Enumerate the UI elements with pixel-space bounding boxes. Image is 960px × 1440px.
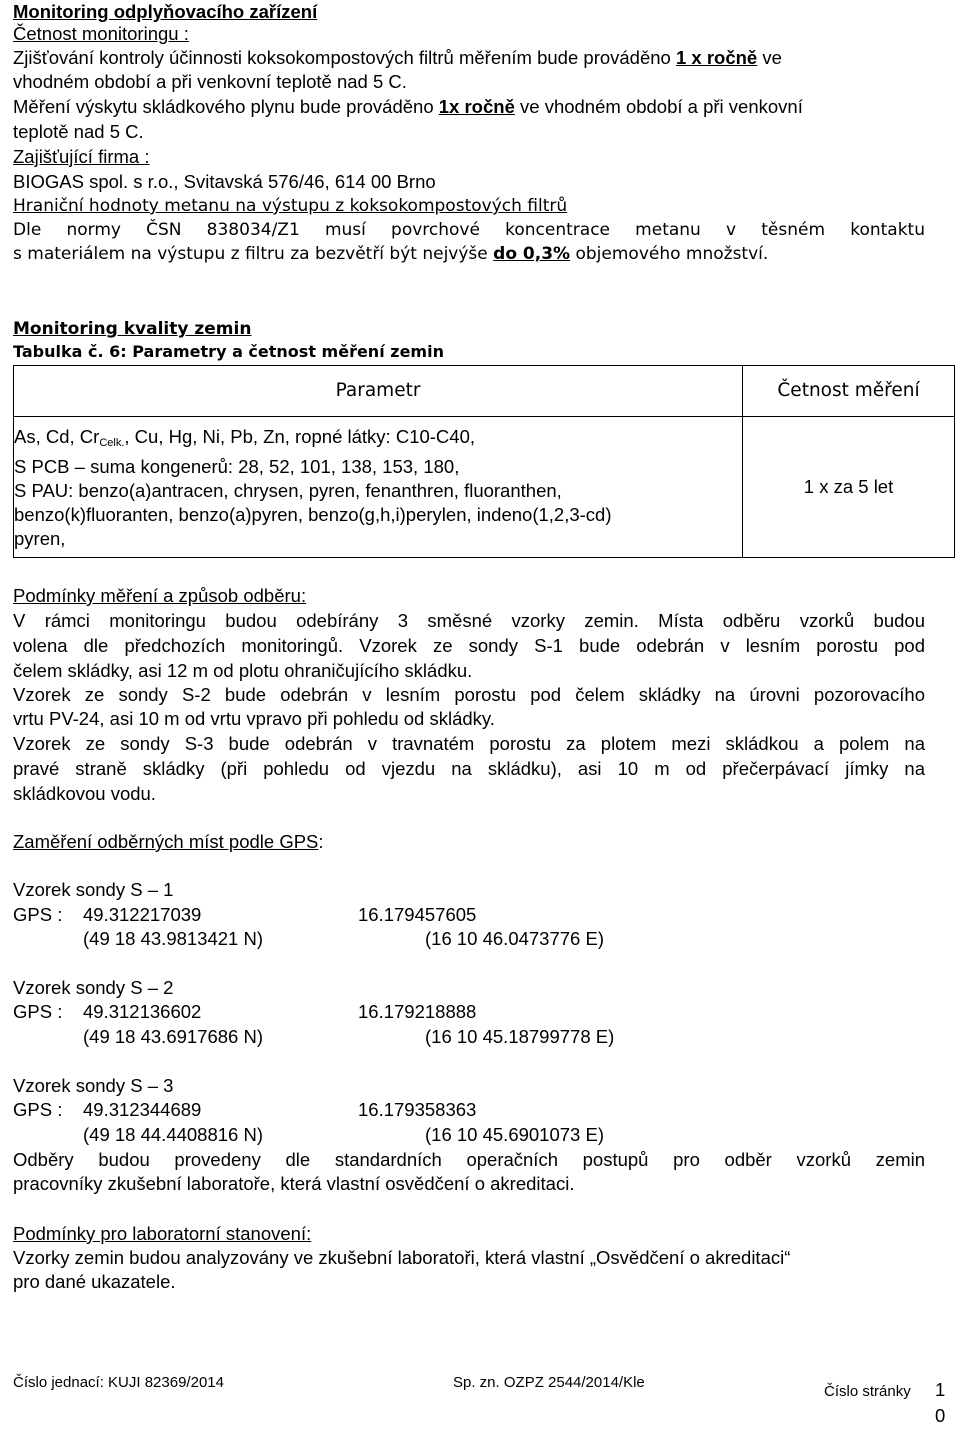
gps-label: GPS : — [13, 1099, 63, 1120]
parameter-line: S PCB – suma kongenerů: 28, 52, 101, 138, 153, 180, — [14, 456, 460, 477]
table-caption: Tabulka č. 6: Parametry a četnost měření zemin — [13, 342, 444, 361]
parameter-cell — [14, 417, 743, 558]
paragraph-line: Vzorky zemin budou analyzovány ve zkušební laboratoři, která vlastní „Osvědčení o akreditaci“ — [13, 1247, 791, 1268]
gps-label: GPS : — [13, 1001, 63, 1022]
paragraph-line: Odběry budou provedeny dle standardních operačních postupů pro odběr vzorků zemin — [13, 1149, 925, 1170]
paragraph-line — [13, 95, 803, 119]
paragraph-line: pravé straně skládky (při pohledu od vjezdu na skládku), asi 10 m od přečerpávací jímky na — [13, 758, 925, 779]
gps-lon: 16.179358363 — [358, 1099, 477, 1120]
section-heading-odplynovaci: Monitoring odplyňovacího zařízení — [13, 1, 318, 22]
footer-file-mark: Sp. zn. OZPZ 2544/2014/Kle — [453, 1374, 645, 1391]
paragraph-line: vrtu PV-24, asi 10 m od vrtu vpravo při pohledu od skládky. — [13, 708, 495, 729]
text: ve vhodném období a při venkovní — [514, 96, 803, 117]
frequency-label: Četnost monitoringu : — [13, 23, 189, 44]
paragraph-line: teplotě nad 5 C. — [13, 121, 144, 142]
paragraph-line: skládkovou vodu. — [13, 783, 156, 804]
paragraph-line: volena dle předchozích monitoringů. Vzorek ze sondy S-1 bude odebrán v lesním porostu pod — [13, 635, 925, 656]
parameter-line — [14, 425, 740, 455]
header-cetnost: Četnost měření — [743, 366, 955, 417]
paragraph-line: Vzorek ze sondy S-2 bude odebrán v lesním porostu pod čelem skládky na úrovni pozorovacího — [13, 684, 925, 705]
gps-lat-dms: (49 18 43.6917686 N) — [83, 1026, 263, 1047]
subscript: Celk. — [99, 437, 125, 449]
heading-text: Zaměření odběrných míst podle GPS — [13, 831, 319, 852]
gps-lon: 16.179457605 — [358, 904, 477, 925]
sample-title: Vzorek sondy S – 2 — [13, 977, 174, 998]
section-heading-podminky: Podmínky měření a způsob odběru: — [13, 585, 307, 606]
section-heading-laborator: Podmínky pro laboratorní stanovení: — [13, 1223, 312, 1244]
paragraph-line: Vzorek ze sondy S-3 bude odebrán v travnatém porostu za plotem mezi skládkou a polem na — [13, 733, 925, 754]
gps-lat: 49.312217039 — [83, 904, 202, 925]
section-heading-zeminy: Monitoring kvality zemin — [13, 319, 252, 339]
sample-title: Vzorek sondy S – 1 — [13, 879, 174, 900]
paragraph-line: pracovníky zkušební laboratoře, která vlastní osvědčení o akreditaci. — [13, 1173, 575, 1194]
parameters-table — [13, 365, 955, 558]
table-row — [14, 417, 955, 558]
parameter-line: S PAU: benzo(a)antracen, chrysen, pyren, fenanthren, fluoranthen, — [14, 480, 562, 501]
gps-lat: 49.312136602 — [83, 1001, 202, 1022]
text: Zjišťování kontroly účinnosti koksokompostových filtrů měřením bude prováděno — [13, 47, 676, 68]
footer-reference-number: Číslo jednací: KUJI 82369/2014 — [13, 1374, 224, 1391]
text: ve — [757, 47, 782, 68]
gps-lat-dms: (49 18 43.9813421 N) — [83, 928, 263, 949]
company-address: BIOGAS spol. s r.o., Svitavská 576/46, 614 00 Brno — [13, 171, 436, 192]
gps-lat-dms: (49 18 44.4408816 N) — [83, 1124, 263, 1145]
sample-title: Vzorek sondy S – 3 — [13, 1075, 174, 1096]
section-heading-gps — [13, 830, 324, 854]
gps-lon-dms: (16 10 45.6901073 E) — [425, 1124, 604, 1145]
gps-lon-dms: (16 10 45.18799778 E) — [425, 1026, 615, 1047]
text: As, Cd, Cr — [14, 426, 100, 447]
page-number-top: 1 — [935, 1379, 946, 1400]
frequency-cell: 1 x za 5 let — [743, 417, 955, 558]
text: objemového množství. — [570, 244, 769, 264]
gps-lon: 16.179218888 — [358, 1001, 477, 1022]
company-label: Zajišťující firma : — [13, 146, 150, 167]
emphasis-text: 1 x ročně — [675, 47, 758, 68]
text: Měření výskytu skládkového plynu bude prováděno — [13, 96, 439, 117]
text: : — [318, 831, 324, 852]
emphasis-text: do 0,3% — [493, 244, 571, 264]
parameter-line: pyren, — [14, 528, 66, 549]
paragraph-line: pro dané ukazatele. — [13, 1271, 176, 1292]
table-header-row — [14, 366, 955, 417]
limit-line: Dle normy ČSN 838034/Z1 musí povrchové koncentrace metanu v těsném kontaktu — [13, 220, 925, 240]
parameter-line: benzo(k)fluoranten, benzo(a)pyren, benzo(g,h,i)perylen, indeno(1,2,3-cd) — [14, 504, 612, 525]
gps-lat: 49.312344689 — [83, 1099, 202, 1120]
text: s materiálem na výstupu z filtru za bezvětří být nejvýše — [13, 244, 494, 264]
paragraph-line — [13, 46, 782, 70]
footer-page-label: Číslo stránky — [824, 1383, 911, 1400]
paragraph-line: V rámci monitoringu budou odebírány 3 směsné vzorky zemin. Místa odběru vzorků budou — [13, 610, 925, 631]
paragraph-line: vhodném období a při venkovní teplotě nad 5 C. — [13, 71, 407, 92]
page-number-bottom: 0 — [935, 1405, 946, 1426]
gps-label: GPS : — [13, 904, 63, 925]
paragraph-line: čelem skládky, asi 12 m od plotu ohraničujícího skládku. — [13, 660, 473, 681]
limit-heading: Hraniční hodnoty metanu na výstupu z koksokompostových filtrů — [13, 196, 568, 216]
limit-line — [13, 242, 768, 266]
text: , Cu, Hg, Ni, Pb, Zn, ropné látky: C10-C40, — [124, 426, 476, 447]
header-parametr: Parametr — [14, 366, 743, 417]
emphasis-text: 1x ročně — [438, 96, 515, 117]
gps-lon-dms: (16 10 46.0473776 E) — [425, 928, 604, 949]
